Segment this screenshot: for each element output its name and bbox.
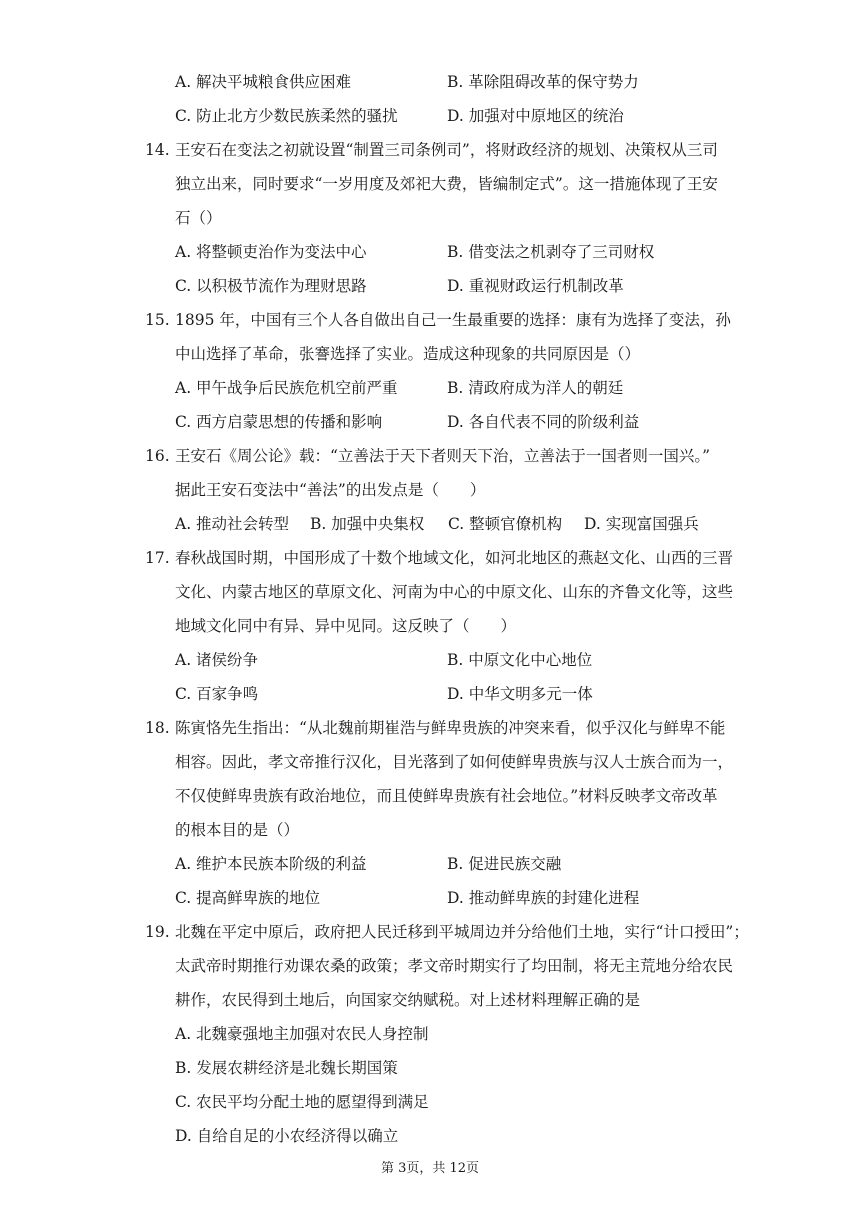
q18-option-b: B. 促进民族交融 bbox=[447, 855, 562, 873]
q14-option-d: D. 重视财政运行机制改革 bbox=[447, 277, 624, 295]
q16-number: 16. bbox=[145, 447, 170, 465]
q16-option-b: B. 加强中央集权 bbox=[310, 515, 425, 533]
q14-stem-line-1: 王安石在变法之初就设置“制置三司条例司”，将财政经济的规划、决策权从三司 bbox=[175, 141, 718, 159]
q13-option-b: B. 革除阻碍改革的保守势力 bbox=[447, 73, 639, 91]
q17-option-b: B. 中原文化中心地位 bbox=[447, 651, 593, 669]
q19-option-c: C. 农民平均分配土地的愿望得到满足 bbox=[175, 1093, 429, 1111]
q15-stem-line-1: 1895 年，中国有三个人各自做出自己一生最重要的选择：康有为选择了变法，孙 bbox=[175, 311, 731, 329]
q16-option-a: A. 推动社会转型 bbox=[175, 515, 290, 533]
q14-number: 14. bbox=[145, 141, 170, 159]
q14-stem-line-3: 石（） bbox=[175, 209, 222, 227]
q18-option-a: A. 维护本民族本阶级的利益 bbox=[175, 855, 367, 873]
q15-option-b: B. 清政府成为洋人的朝廷 bbox=[447, 379, 624, 397]
q18-stem-line-4: 的根本目的是（） bbox=[175, 821, 300, 839]
q19-option-b: B. 发展农耕经济是北魏长期国策 bbox=[175, 1059, 398, 1077]
q17-option-a: A. 诸侯纷争 bbox=[175, 651, 259, 669]
q13-option-d: D. 加强对中原地区的统治 bbox=[447, 107, 624, 125]
q13-option-a: A. 解决平城粮食供应困难 bbox=[175, 73, 352, 91]
q18-number: 18. bbox=[145, 719, 170, 737]
q19-stem-line-3: 耕作，农民得到土地后，向国家交纳赋税。对上述材料理解正确的是 bbox=[175, 991, 641, 1009]
q19-stem-line-1: 北魏在平定中原后，政府把人民迁移到平城周边并分给他们土地，实行“计口授田”； bbox=[175, 923, 749, 941]
q16-stem-line-1: 王安石《周公论》载：“立善法于天下者则天下治，立善法于一国者则一国兴。” bbox=[175, 447, 711, 465]
q14-option-a: A. 将整顿吏治作为变法中心 bbox=[175, 243, 367, 261]
q17-stem-line-3: 地域文化同中有异、异中见同。这反映了（ ） bbox=[175, 617, 517, 635]
q19-option-d: D. 自给自足的小农经济得以确立 bbox=[175, 1127, 399, 1145]
q17-stem-line-1: 春秋战国时期，中国形成了十数个地域文化，如河北地区的燕赵文化、山西的三晋 bbox=[175, 549, 734, 567]
q18-stem-line-3: 不仅使鲜卑贵族有政治地位，而且使鲜卑贵族有社会地位。”材料反映孝文帝改革 bbox=[175, 787, 718, 805]
q14-option-c: C. 以积极节流作为理财思路 bbox=[175, 277, 367, 295]
q18-stem-line-1: 陈寅恪先生指出：“从北魏前期崔浩与鲜卑贵族的冲突来看，似乎汉化与鲜卑不能 bbox=[175, 719, 726, 737]
q15-option-d: D. 各自代表不同的阶级利益 bbox=[447, 413, 640, 431]
q15-number: 15. bbox=[145, 311, 170, 329]
q15-stem-line-2: 中山选择了革命，张謇选择了实业。造成这种现象的共同原因是（） bbox=[175, 345, 641, 363]
q15-option-c: C. 西方启蒙思想的传播和影响 bbox=[175, 413, 383, 431]
q16-option-c: C. 整顿官僚机构 bbox=[448, 515, 563, 533]
q19-option-a: A. 北魏豪强地主加强对农民人身控制 bbox=[175, 1025, 429, 1043]
q18-option-c: C. 提高鲜卑族的地位 bbox=[175, 889, 321, 907]
q19-number: 19. bbox=[145, 923, 170, 941]
q16-stem-line-2: 据此王安石变法中“善法”的出发点是（ ） bbox=[175, 481, 486, 499]
q17-stem-line-2: 文化、内蒙古地区的草原文化、河南为中心的中原文化、山东的齐鲁文化等，这些 bbox=[175, 583, 734, 601]
q19-stem-line-2: 太武帝时期推行劝课农桑的政策；孝文帝时期实行了均田制，将无主荒地分给农民 bbox=[175, 957, 734, 975]
q17-option-c: C. 百家争鸣 bbox=[175, 685, 259, 703]
q18-option-d: D. 推动鲜卑族的封建化进程 bbox=[447, 889, 640, 907]
q14-option-b: B. 借变法之机剥夺了三司财权 bbox=[447, 243, 655, 261]
q17-option-d: D. 中华文明多元一体 bbox=[447, 685, 593, 703]
q16-option-d: D. 实现富国强兵 bbox=[584, 515, 699, 533]
q18-stem-line-2: 相容。因此，孝文帝推行汉化，目光落到了如何使鲜卑贵族与汉人士族合而为一， bbox=[175, 753, 734, 771]
q14-stem-line-2: 独立出来，同时要求“一岁用度及郊祀大费，皆编制定式”。这一措施体现了王安 bbox=[175, 175, 718, 193]
q15-option-a: A. 甲午战争后民族危机空前严重 bbox=[175, 379, 398, 397]
q17-number: 17. bbox=[145, 549, 170, 567]
page-footer: 第 3页，共 12页 bbox=[380, 1161, 480, 1176]
q13-option-c: C. 防止北方少数民族柔然的骚扰 bbox=[175, 107, 398, 125]
